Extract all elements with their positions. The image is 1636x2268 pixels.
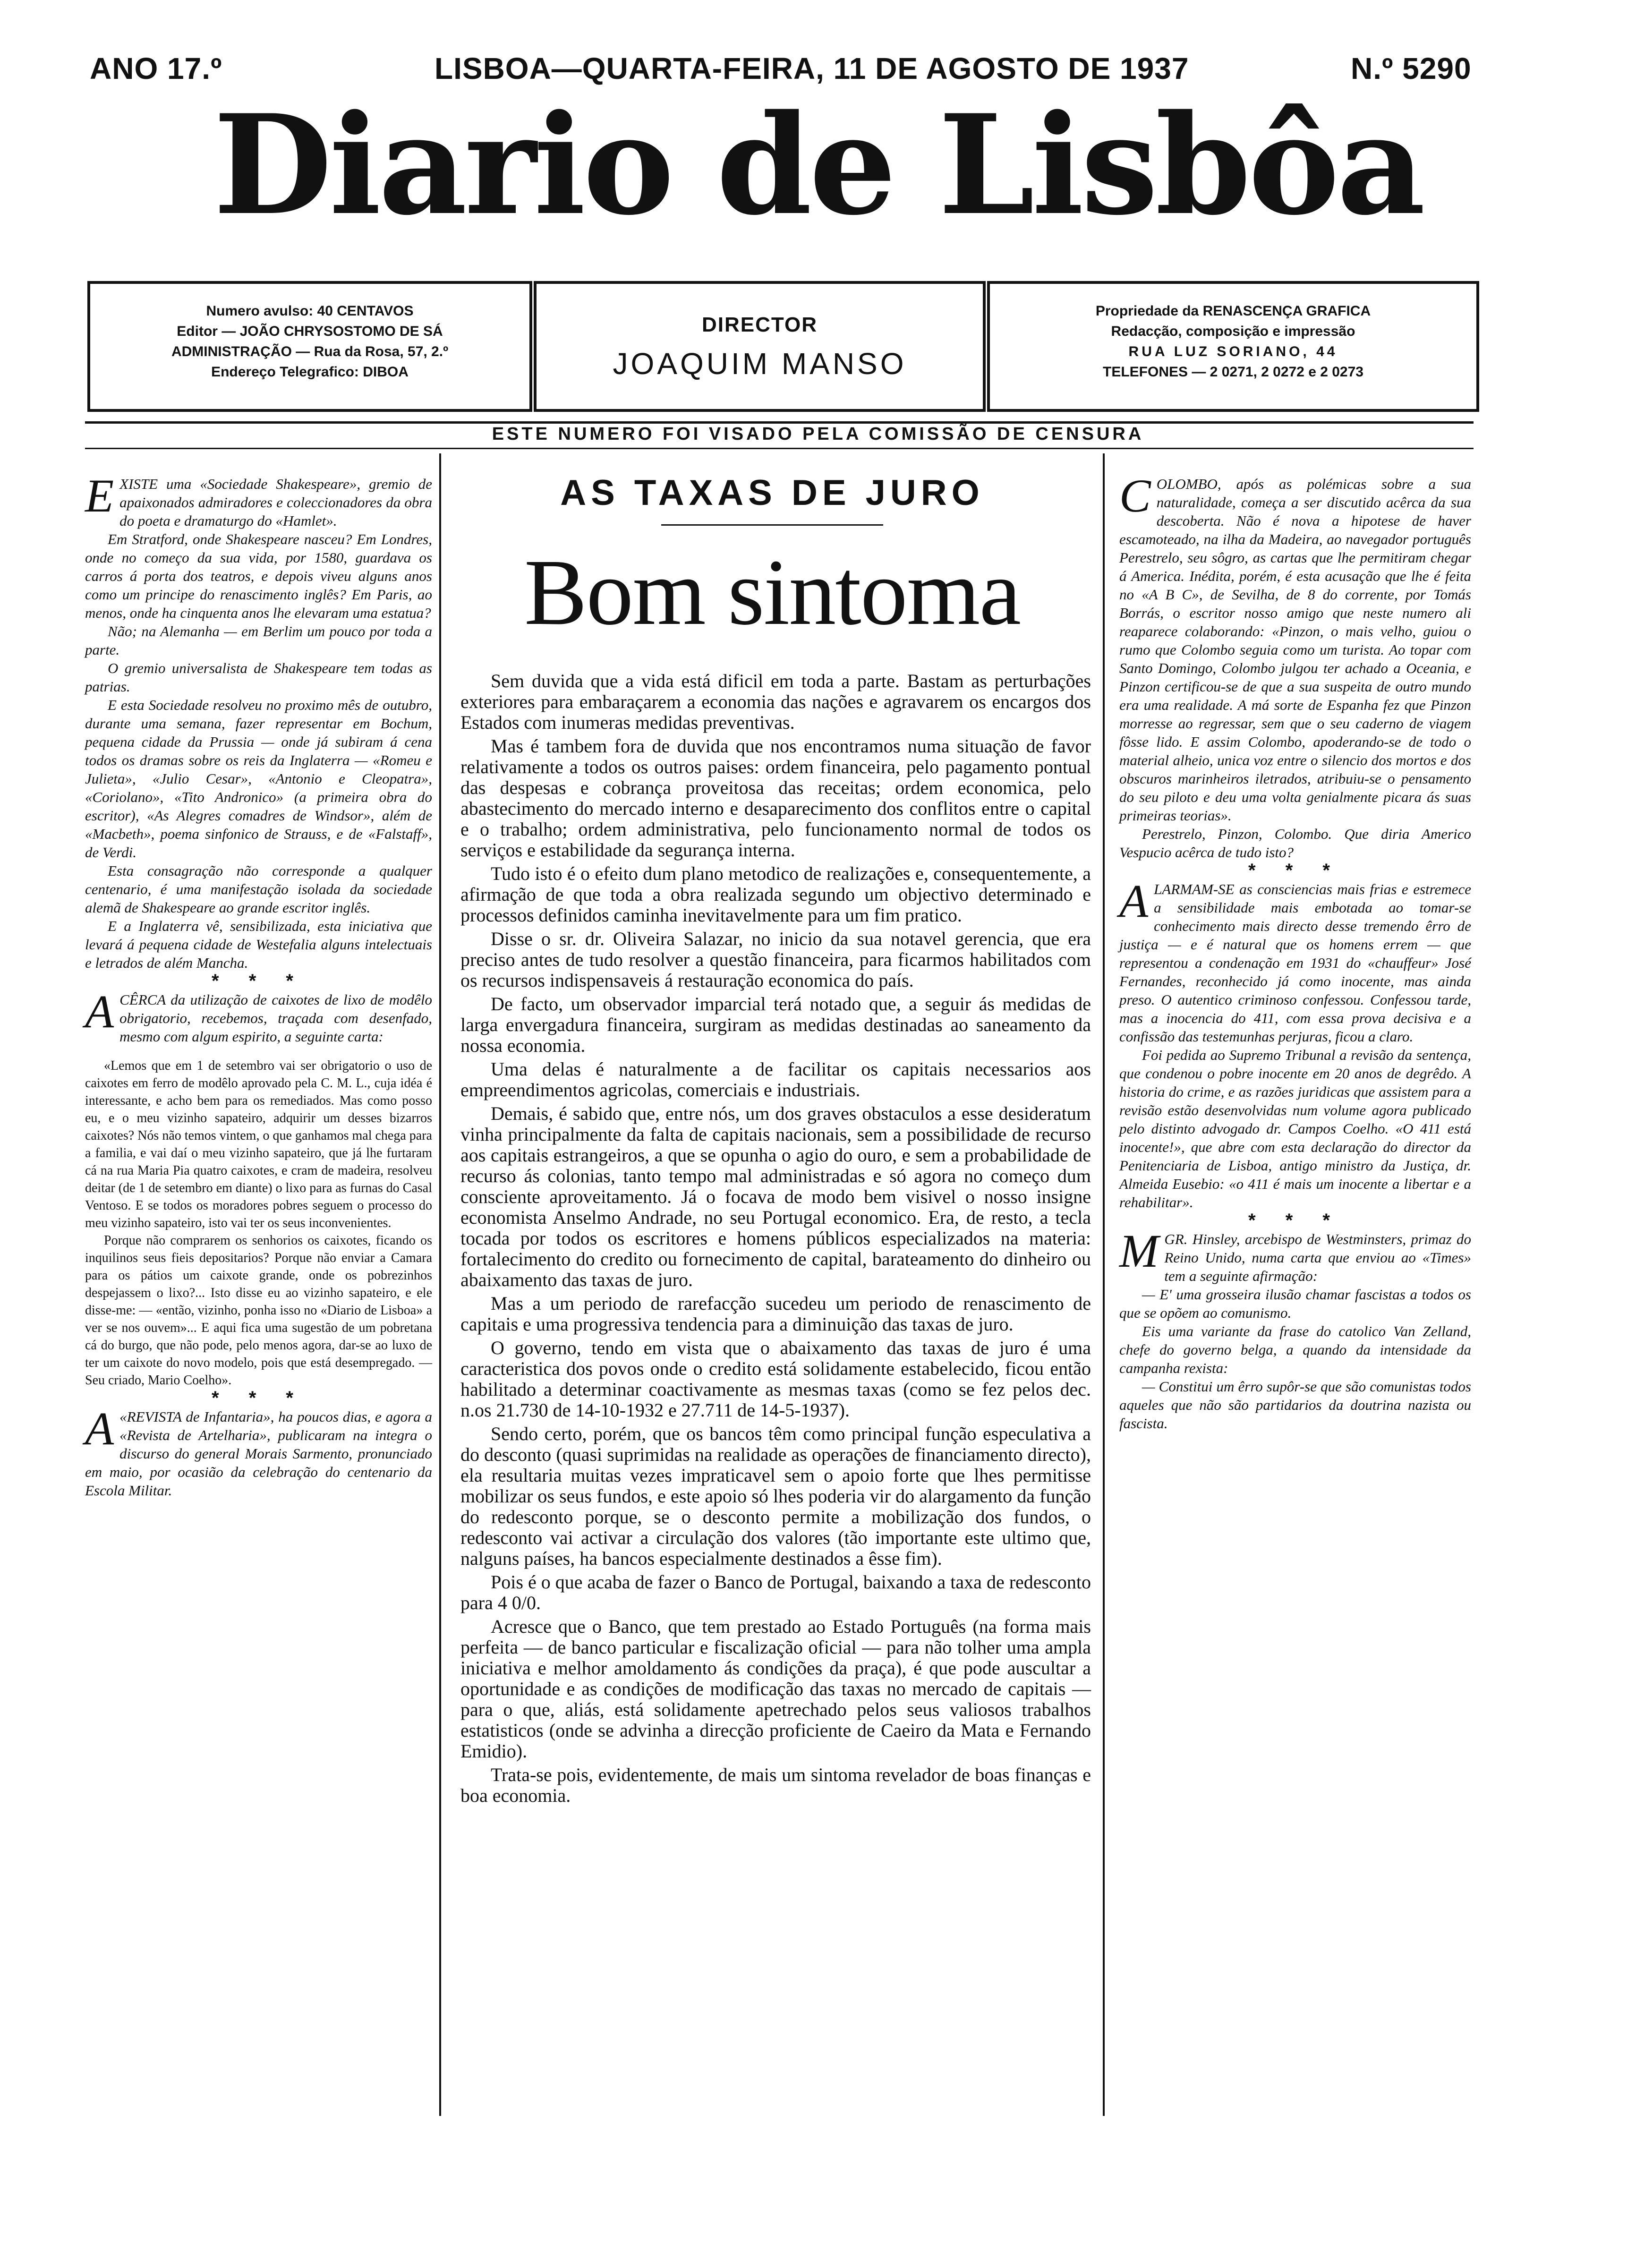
article-paragraph: CÊRCA da utilização de caixotes de lixo de modêlo obrigatorio, recebemos, traçada com desenfado, mesmo com algum espirito, a seguinte carta:	[119, 991, 432, 1045]
divider	[85, 421, 1474, 424]
redaction-line: Redacção, composição e impressão	[1111, 324, 1355, 339]
article-kicker: AS TAXAS DE JURO	[560, 473, 984, 513]
drop-cap: E	[85, 469, 114, 522]
censorship-notice: ESTE NUMERO FOI VISADO PELA COMISSÃO DE CENSURA	[492, 424, 1144, 444]
phone-line: TELEFONES — 2 0271, 2 0272 e 2 0273	[1103, 364, 1363, 380]
article-paragraph: E esta Sociedade resolveu no proximo mês de outubro, durante uma semana, fazer representar em Bochum, pequena cidade da Prussia — onde já subiram á cena todos os dramas sobre os reis da Inglaterra — «Romeu e Julieta», «Julio Cesar», «Antonio e Cleopatra», «Coriolano», «Tito Andronico» (a primeira obra do escritor), «As Alegres comadres de Windsor», além de «Macbeth», poema sinfonico de Strauss, e de «Falstaff», de Verdi.	[85, 697, 432, 861]
article-paragraph: Eis uma variante da frase do catolico Van Zelland, chefe do governo belga, a quando da intensidade da campanha rexista:	[1119, 1323, 1471, 1376]
article-paragraph: E a Inglaterra vê, sensibilizada, esta iniciativa que levará á pequena cidade de Westefalia alguns intelectuais e letrados de além Mancha.	[85, 918, 432, 971]
info-box-right	[987, 281, 1479, 412]
lead-article	[460, 671, 1091, 1809]
article-paragraph: Mas a um periodo de rarefacção sucedeu um periodo de renascimento de capitais e uma progressiva tendencia para a diminuição das taxas de juro.	[460, 1293, 1091, 1335]
article-paragraph: — E' uma grosseira ilusão chamar fascistas a todos os que se opõem ao comunismo.	[1119, 1286, 1471, 1321]
admin-line: ADMINISTRAÇÃO — Rua da Rosa, 57, 2.º	[171, 344, 449, 359]
article-paragraph: Em Stratford, onde Shakespeare nasceu? Em Londres, onde no começo da sua vida, por 1580, guardava os carros á porta dos teatros, e depois viveu alguns anos como um principe do renascimento inglês? Em Paris, ao menos, onde ha cinquenta anos lhe elevaram uma estatua?	[85, 531, 432, 621]
article-paragraph: GR. Hinsley, arcebispo de Westminsters, primaz do Reino Unido, numa carta que enviou ao «Times» tem a seguinte afirmação:	[1164, 1231, 1471, 1284]
address-line: RUA LUZ SORIANO, 44	[1128, 344, 1338, 359]
issue-number: N.º 5290	[1351, 51, 1472, 85]
article-paragraph: Tudo isto é o efeito dum plano metodico de realizações e, consequentemente, a afirmação de que toda a obra realizada segundo um objectivo determinado e processos definidos caminha inevitavelmente para um fim pratico.	[460, 863, 1091, 926]
article-paragraph: Demais, é sabido que, entre nós, um dos graves obstaculos a esse desideratum vinha principalmente da falta de capitais nacionais, sem a possibilidade de recurso aos capitais estrangeiros, a que se opunha o agio do ouro, e sem a probabilidade de recurso ás colonias, tanto tempo mal administradas e só agora no começo dum consciente aproveitamento. Já o focava de modo bem visivel o nosso insigne economista Anselmo Andrade, no seu Portugal economico. Era, de resto, a tecla tocada por todos os escritores e homens públicos especializados na materia: fortalecimento do credito ou fornecimento de capital, barateamento do dinheiro ou abaixamento das taxas de juro.	[460, 1103, 1091, 1290]
drop-cap: A	[1119, 875, 1149, 927]
left-column	[85, 469, 432, 1500]
article-paragraph: «REVISTA de Infantaria», ha poucos dias, e agora a «Revista de Artelharia», publicaram na integra o discurso do general Morais Sarmento, pronunciado em maio, por ocasião da celebração do centenario da Escola Militar.	[85, 1408, 432, 1499]
year-label: ANO 17.º	[90, 51, 222, 85]
article-paragraph: De facto, um observador imparcial terá notado que, a seguir ás medidas de larga envergadura financeira, surgiram as medidas destinadas ao saneamento da nossa economia.	[460, 993, 1091, 1056]
article-paragraph: LARMAM-SE as consciencias mais frias e estremece a sensibilidade mais embotada ao tomar-se conhecimento mais directo desse tremendo êrro de justiça — e é natural que os homens errem — que representou a condenação em 1931 do «chauffeur» José Fernandes, reconhecido já como inocente, mas ainda preso. O autentico criminoso confessou. Confessou tarde, mas a inocencia do 411, com essa prova decisiva e a confissão das testemunhas perjuras, ficou a claro.	[1119, 881, 1471, 1045]
article-paragraph: — Constitui um êrro supôr-se que são comunistas todos aqueles que não são partidarios da doutrina nazista ou fascista.	[1119, 1378, 1471, 1432]
article-paragraph: Pois é o que acaba de fazer o Banco de Portugal, baixando a taxa de redesconto para 4 0/0.	[460, 1571, 1091, 1613]
newspaper-title: Diario de Lisbôa	[213, 85, 1423, 246]
column-rule	[1103, 453, 1105, 2116]
drop-cap: A	[85, 985, 114, 1038]
drop-cap: M	[1119, 1225, 1159, 1277]
info-box-center	[534, 281, 986, 412]
column-rule	[439, 453, 441, 2116]
article-paragraph: Uma delas é naturalmente a de facilitar os capitais necessarios aos empreendimentos agricolas, comerciais e industriais.	[460, 1058, 1091, 1100]
info-box-left	[87, 281, 532, 412]
right-column	[1119, 469, 1471, 1432]
owner-line: Propriedade da RENASCENÇA GRAFICA	[1095, 303, 1371, 319]
article-paragraph: Sendo certo, porém, que os bancos têm como principal função especulativa a do desconto (quasi suprimidas na realidade as operações de financiamento directo), ela resultaria muitas vezes impraticavel sem o apoio forte que lhes permitisse mobilizar os seus fundos, e este apoio só lhes poderia vir do alargamento da função do redesconto porque, se o desconto permite a mobilização dos fundos, o redesconto vai activar a circulação dos valores (tão importante este ultimo que, nalguns países, ha bancos especialmente destinados a êsse fim).	[460, 1423, 1091, 1569]
article-paragraph: Foi pedida ao Supremo Tribunal a revisão da sentença, que condenou o pobre inocente em 20 anos de degrêdo. A historia do crime, e as razões juridicas que assistem para a revisão estão desenvolvidas num volume agora publicado pelo distinto advogado dr. Campos Coelho. «O 411 está inocente!», que abre com esta declaração do director da Penitenciaria de Lisboa, antigo ministro da Justiça, dr. Almeida Eusebio: «o 411 é mais um inocente a libertar e a rehabilitar».	[1119, 1047, 1471, 1211]
drop-cap: A	[85, 1402, 114, 1455]
article-paragraph: Não; na Alemanha — em Berlim um pouco por toda a parte.	[85, 623, 432, 658]
section-separator: * * *	[1248, 860, 1342, 881]
date-line: LISBOA—QUARTA-FEIRA, 11 DE AGOSTO DE 1937	[435, 51, 1189, 85]
section-separator: * * *	[1248, 1210, 1342, 1231]
divider	[85, 448, 1474, 449]
article-paragraph: O governo, tendo em vista que o abaixamento das taxas de juro é uma caracteristica dos povos onde o credito está solidamente estabelecido, ficou então habilitado a determinar coactivamente as mesmas taxas (como se fez pelos dec. n.os 21.730 de 14-10-1932 e 27.711 de 14-5-1937).	[460, 1337, 1091, 1421]
article-paragraph: Acresce que o Banco, que tem prestado ao Estado Português (na forma mais perfeita — de banco particular e fiscalização oficial — para não tolher uma ampla iniciativa e melhor amoldamento ás condições da praça), é que pode auscultar a oportunidade e as condições de modificação das taxas no mercado de capitais — para o que, aliás, está solidamente apetrechado pelos seus valiosos trabalhos estatisticos (onde se advinha a direcção proficiente de Caeiro da Mata e Fernando Emidio).	[460, 1616, 1091, 1762]
director-name: JOAQUIM MANSO	[613, 347, 907, 381]
divider	[661, 524, 883, 526]
letter-paragraph: Porque não comprarem os senhorios os caixotes, ficando os inquilinos seus fieis depositarios? Porque não enviar a Camara para os pátios um caixote grande, onde os pobrezinhos despejassem o lixo?... Isto disse eu ao vizinho sapateiro, e ele disse-me: — «então, vizinho, ponha isso no «Diario de Lisboa» a ver se nos ouvem»... E aqui fica uma sugestão de um pobretana cá do burgo, que não pode, pelo menos agora, dar-se ao luxo de ter um caixote do novo modelo, pois que está desempregado. — Seu criado, Mario Coelho».	[85, 1233, 432, 1388]
article-paragraph: XISTE uma «Sociedade Shakespeare», gremio de apaixonados admiradores e coleccionadores da obra do poeta e dramaturgo do «Hamlet».	[119, 476, 432, 529]
article-paragraph: Mas é tambem fora de duvida que nos encontramos numa situação de favor relativamente a todos os outros paises: ordem financeira, pelo pagamento pontual das despesas e cobrança proveitosa das receitas; ordem economica, pelo abastecimento do mercado interno e desaparecimento dos conflitos entre o capital e o trabalho; ordem administrativa, pelo funcionamento normal de todos os serviços e estabilidade da segurança interna.	[460, 735, 1091, 861]
section-separator: * * *	[212, 971, 306, 991]
article-paragraph: Trata-se pois, evidentemente, de mais um sintoma revelador de boas finanças e boa economia.	[460, 1764, 1091, 1806]
letter-paragraph: «Lemos que em 1 de setembro vai ser obrigatorio o uso de caixotes em ferro de modêlo aprovado pela C. M. L., cuja idéa é interessante, e acho bem para os remediados. Mas como posso eu, e o meu vizinho sapateiro, adquirir um desses bizarros caixotes? Nós não temos vintem, o que ganhamos mal chega para a familia, e vai daí o meu vizinho sapateiro, que já lhe furtaram cá na rua Maria Pia quatro caixotes, e cram de madeira, resolveu deitar (de 1 de setembro em diante) o lixo para as furnas do Casal Ventoso. E se todos os moradores pobres seguem o processo do meu vizinho sapateiro, isto vai ter os seus inconvenientes.	[85, 1058, 432, 1230]
article-paragraph: O gremio universalista de Shakespeare tem todas as patrias.	[85, 660, 432, 695]
article-paragraph: Disse o sr. dr. Oliveira Salazar, no inicio da sua notavel gerencia, que era preciso antes de tudo resolver a questão financeira, para ficarmos habilitados com os recursos indispensaveis á restauração economica do país.	[460, 928, 1091, 991]
article-paragraph: Esta consagração não corresponde a qualquer centenario, é uma manifestação isolada da sociedade alemã de Shakespeare ao grande escritor inglês.	[85, 862, 432, 916]
director-label: DIRECTOR	[702, 313, 818, 336]
article-paragraph: OLOMBO, após as polémicas sobre a sua naturalidade, começa a ser discutido acêrca da sua descoberta. Não é nova a hipotese de haver escamoteado, na ilha da Madeira, ao navegador português Perestrelo, seu sôgro, as cartas que lhe permitiram chegar á America. Inédita, porém, é esta acusação que lhe é feita no «A B C», de Sevilha, de 8 do corrente, por Tomás Borrás, o escritor nosso amigo que neste numero ali reaparece colaborando: «Pinzon, o mais velho, guiou o rumo que Colombo seguia como um turista. Ao topar com Santo Domingo, Colombo julgou ter achado a Oceania, e Pinzon certificou-se de que a sua suspeita de outro mundo era uma realidade. A má sorte de Espanha fez que Pinzon morresse ao regressar, sem que o seu caderno de viagem fôsse lido. E assim Colombo, apoderando-se de todo o material alheio, unica voz entre o silencio dos mortos e dos obscuros marinheiros iletrados, atribuiu-se o pensamento do seu piloto e deu uma volta genialmente picara ás suas primeiras teorias».	[1119, 476, 1471, 824]
drop-cap: C	[1119, 469, 1151, 522]
section-separator: * * *	[212, 1388, 306, 1408]
article-paragraph: Perestrelo, Pinzon, Colombo. Que diria Americo Vespucio acêrca de tudo isto?	[1119, 826, 1471, 861]
price-line: Numero avulso: 40 CENTAVOS	[206, 303, 414, 319]
headline: Bom sintoma	[524, 540, 1021, 645]
article-paragraph: Sem duvida que a vida está dificil em toda a parte. Bastam as perturbações exteriores para embaraçarem a economia das nações e agravarem os encargos dos Estados com inumeras medidas preventivas.	[460, 670, 1091, 733]
telegraph-line: Endereço Telegrafico: DIBOA	[211, 364, 409, 380]
editor-line: Editor — JOÃO CHRYSOSTOMO DE SÁ	[177, 324, 443, 339]
